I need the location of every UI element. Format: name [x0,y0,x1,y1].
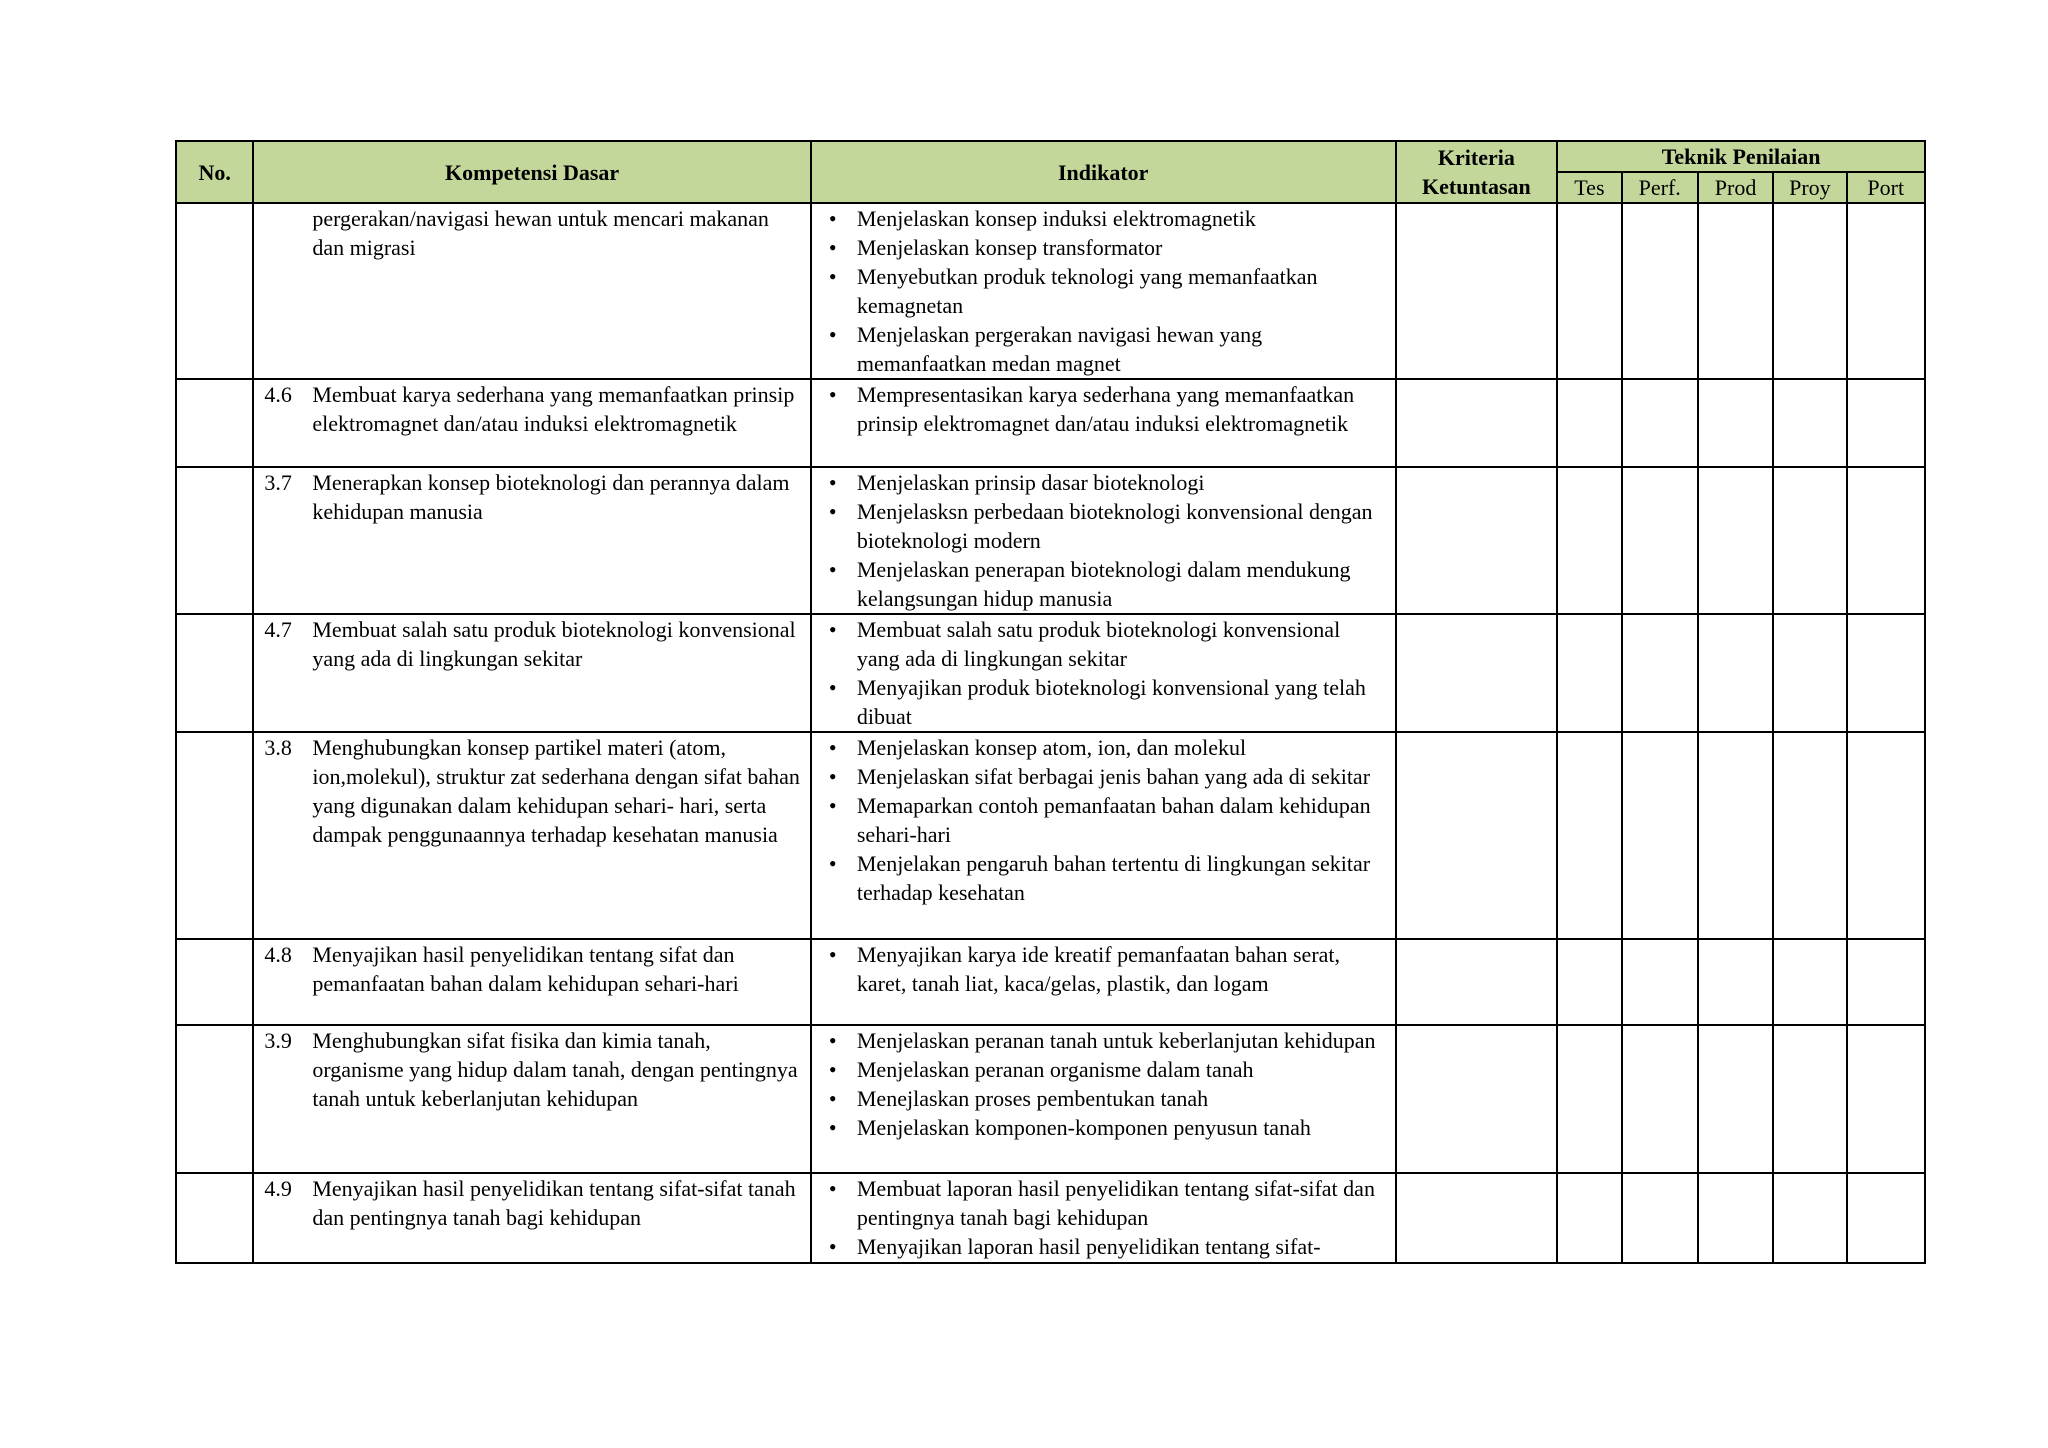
indicator-item: • Menjelaskan pergerakan navigasi hewan yang memanfaatkan medan magnet [812,320,1385,378]
indicator-list [812,1174,1395,1261]
cell-kriteria [1396,1173,1558,1263]
cell-indikator [811,379,1396,467]
header-kriteria-line2: Ketuntasan [1422,174,1531,199]
cell-no [176,614,253,732]
cell-prod [1698,1025,1773,1173]
indicator-item: • Membuat laporan hasil penyelidikan tentang sifat-sifat dan pentingnya tanah bagi kehidupan [812,1174,1385,1232]
cell-prod [1698,1173,1773,1263]
cell-proy [1773,203,1846,379]
indicator-list [812,940,1395,998]
indicator-list [812,615,1395,731]
kd-text: Menghubungkan sifat fisika dan kimia tanah, organisme yang hidup dalam tanah, dengan pentingnya tanah untuk keberlanjutan kehidupan [312,1028,798,1111]
cell-proy [1773,1025,1846,1173]
cell-proy [1773,939,1846,1025]
cell-indikator [811,1173,1396,1263]
kd-code: 3.9 [264,1028,292,1053]
indicator-item: • Menyajikan produk bioteknologi konvensional yang telah dibuat [812,673,1385,731]
indicator-item: • Menjelaskan prinsip dasar bioteknologi [812,468,1385,497]
kd-code: 4.7 [264,617,292,642]
indicator-item: • Menjelaskan peranan organisme dalam tanah [812,1055,1385,1084]
indicator-list [812,468,1395,613]
kd-code: 4.9 [264,1176,292,1201]
cell-tes [1557,614,1621,732]
cell-tes [1557,1173,1621,1263]
cell-tes [1557,203,1621,379]
cell-no [176,732,253,939]
cell-kriteria [1396,379,1558,467]
header-tes: Tes [1557,172,1621,203]
cell-kriteria [1396,614,1558,732]
cell-indikator [811,1025,1396,1173]
cell-perf [1622,1025,1698,1173]
cell-perf [1622,939,1698,1025]
cell-prod [1698,939,1773,1025]
cell-proy [1773,1173,1846,1263]
cell-proy [1773,467,1846,614]
table-row [176,203,1925,379]
cell-kompetensi-dasar [253,732,811,939]
cell-indikator [811,732,1396,939]
cell-indikator [811,614,1396,732]
cell-prod [1698,467,1773,614]
cell-kriteria [1396,1025,1558,1173]
cell-kriteria [1396,467,1558,614]
table-body [176,203,1925,1263]
kd-code: 4.6 [264,382,292,407]
header-perf: Perf. [1622,172,1698,203]
indicator-item: • Menjelaskan konsep atom, ion, dan molekul [812,733,1385,762]
cell-no [176,939,253,1025]
table-row [176,467,1925,614]
table-row [176,939,1925,1025]
indicator-item: • Menjelaskan komponen-komponen penyusun tanah [812,1113,1385,1142]
cell-port [1847,939,1925,1025]
cell-tes [1557,379,1621,467]
table-row [176,1173,1925,1263]
cell-perf [1622,203,1698,379]
cell-proy [1773,379,1846,467]
cell-no [176,379,253,467]
header-indikator: Indikator [811,141,1396,203]
cell-kompetensi-dasar [253,203,811,379]
cell-prod [1698,203,1773,379]
indicator-item: • Menyebutkan produk teknologi yang memanfaatkan kemagnetan [812,262,1385,320]
cell-port [1847,1025,1925,1173]
cell-port [1847,379,1925,467]
cell-tes [1557,467,1621,614]
cell-kompetensi-dasar [253,939,811,1025]
header-proy: Proy [1773,172,1846,203]
indicator-list [812,733,1395,907]
indicator-item: • Menjelaskan konsep induksi elektromagnetik [812,204,1385,233]
cell-kompetensi-dasar [253,1025,811,1173]
cell-kompetensi-dasar [253,467,811,614]
indicator-list [812,204,1395,378]
indicator-item: • Menjelaskan konsep transformator [812,233,1385,262]
kd-text: Membuat karya sederhana yang memanfaatkan prinsip elektromagnet dan/atau induksi elektromagnetik [312,382,795,436]
table-row [176,1025,1925,1173]
kd-text: Menyajikan hasil penyelidikan tentang sifat dan pemanfaatan bahan dalam kehidupan sehari-hari [312,942,739,996]
cell-kriteria [1396,732,1558,939]
cell-prod [1698,379,1773,467]
cell-prod [1698,614,1773,732]
cell-tes [1557,1025,1621,1173]
indicator-item: • Menjelaskan sifat berbagai jenis bahan yang ada di sekitar [812,762,1385,791]
cell-proy [1773,614,1846,732]
kd-text: Menyajikan hasil penyelidikan tentang sifat-sifat tanah dan pentingnya tanah bagi kehidupan [312,1176,796,1230]
indicator-item: • Menjelaskan peranan tanah untuk keberlanjutan kehidupan [812,1026,1385,1055]
indicator-item: • Menjelasksn perbedaan bioteknologi konvensional dengan bioteknologi modern [812,497,1385,555]
indicator-item: • Menjelakan pengaruh bahan tertentu di lingkungan sekitar terhadap kesehatan [812,849,1385,907]
cell-perf [1622,467,1698,614]
header-no: No. [176,141,253,203]
competency-table [175,140,1926,1264]
table-row [176,379,1925,467]
kd-text: Menerapkan konsep bioteknologi dan perannya dalam kehidupan manusia [312,470,790,524]
cell-indikator [811,203,1396,379]
header-prod: Prod [1698,172,1773,203]
cell-indikator [811,939,1396,1025]
indicator-item: • Membuat salah satu produk bioteknologi konvensional yang ada di lingkungan sekitar [812,615,1385,673]
cell-kriteria [1396,939,1558,1025]
indicator-item: • Mempresentasikan karya sederhana yang memanfaatkan prinsip elektromagnet dan/atau induksi elektromagnetik [812,380,1385,438]
cell-proy [1773,732,1846,939]
table-row [176,614,1925,732]
cell-port [1847,614,1925,732]
cell-port [1847,467,1925,614]
cell-port [1847,203,1925,379]
cell-port [1847,732,1925,939]
kd-text: Menghubungkan konsep partikel materi (atom, ion,molekul), struktur zat sederhana dengan sifat bahan yang digunakan dalam kehidupan sehari- hari, serta dampak penggunaannya terhadap kesehatan manusia [312,735,800,847]
header-kriteria [1396,141,1558,203]
cell-tes [1557,732,1621,939]
cell-kompetensi-dasar [253,614,811,732]
indicator-list [812,1026,1395,1142]
cell-perf [1622,1173,1698,1263]
kd-code: 4.8 [264,942,292,967]
table-row [176,732,1925,939]
cell-no [176,1025,253,1173]
indicator-list [812,380,1395,438]
kd-text: Membuat salah satu produk bioteknologi konvensional yang ada di lingkungan sekitar [312,617,796,671]
header-kriteria-line1: Kriteria [1437,145,1515,170]
indicator-item: • Menejlaskan proses pembentukan tanah [812,1084,1385,1113]
cell-kompetensi-dasar [253,1173,811,1263]
indicator-item: • Menyajikan karya ide kreatif pemanfaatan bahan serat, karet, tanah liat, kaca/gelas, plastik, dan logam [812,940,1385,998]
header-teknik-penilaian: Teknik Penilaian [1557,141,1925,172]
kd-code: 3.7 [264,470,292,495]
cell-perf [1622,732,1698,939]
cell-no [176,1173,253,1263]
header-kompetensi-dasar: Kompetensi Dasar [253,141,811,203]
cell-kompetensi-dasar [253,379,811,467]
cell-prod [1698,732,1773,939]
cell-port [1847,1173,1925,1263]
header-port: Port [1847,172,1925,203]
indicator-item: • Memaparkan contoh pemanfaatan bahan dalam kehidupan sehari-hari [812,791,1385,849]
kd-code [254,204,312,262]
cell-no [176,467,253,614]
kd-text: pergerakan/navigasi hewan untuk mencari makanan dan migrasi [312,206,769,260]
cell-kriteria [1396,203,1558,379]
cell-perf [1622,614,1698,732]
cell-tes [1557,939,1621,1025]
cell-perf [1622,379,1698,467]
cell-no [176,203,253,379]
indicator-item: • Menjelaskan penerapan bioteknologi dalam mendukung kelangsungan hidup manusia [812,555,1385,613]
indicator-item: • Menyajikan laporan hasil penyelidikan tentang sifat- [812,1232,1385,1261]
cell-indikator [811,467,1396,614]
kd-code: 3.8 [264,735,292,760]
